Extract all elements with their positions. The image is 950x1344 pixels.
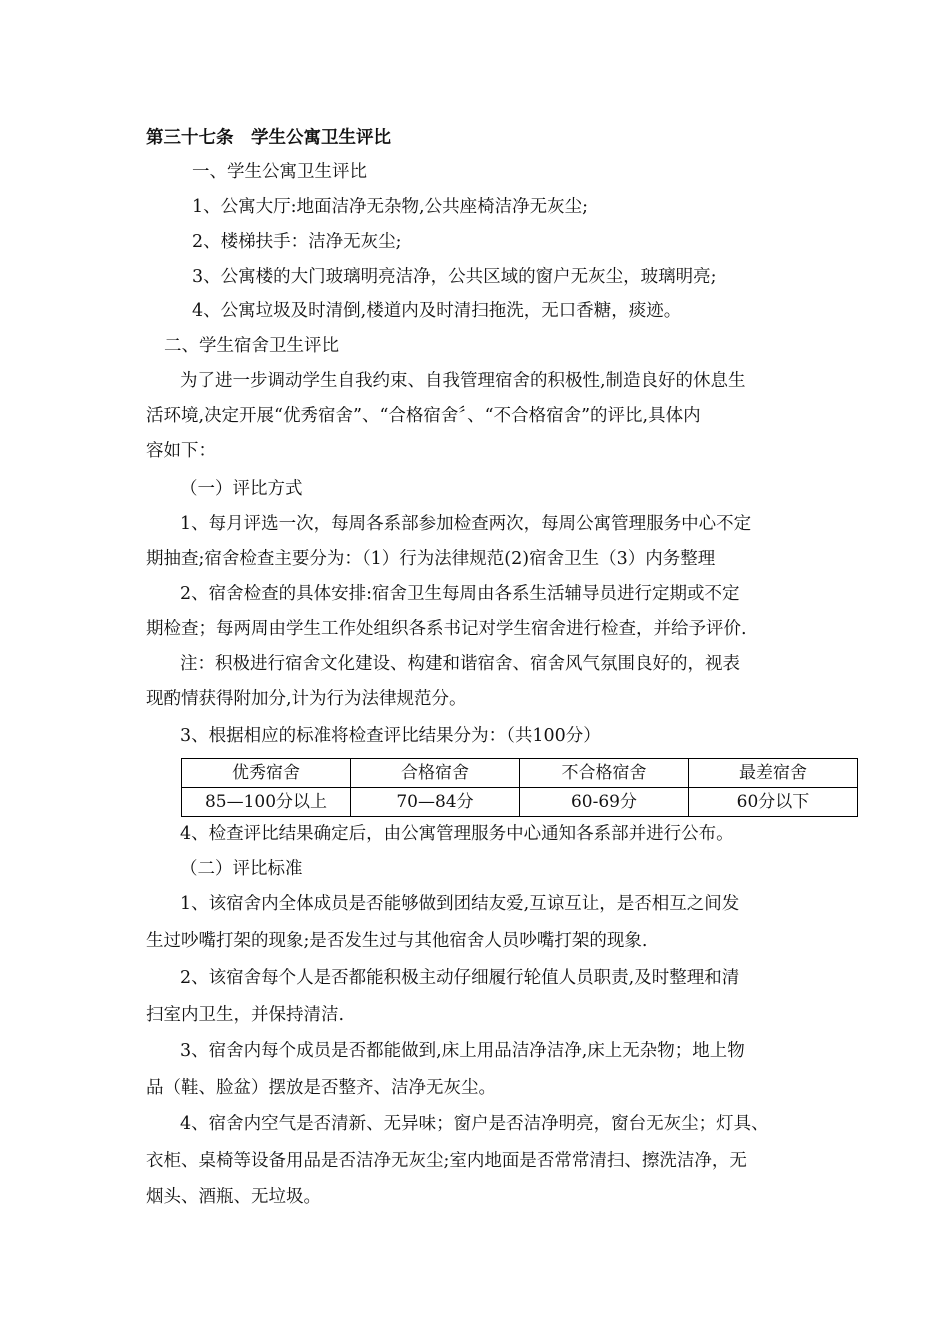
paragraph-line: 容如下： bbox=[146, 441, 216, 461]
paragraph-line: 衣柜、桌椅等设备用品是否洁净无灰尘;室内地面是否常常清扫、擦洗洁净，无 bbox=[146, 1151, 747, 1171]
paragraph-line: 3、根据相应的标准将检查评比结果分为：（共100分） bbox=[180, 726, 601, 746]
table-header-cell: 不合格宿舍 bbox=[520, 759, 689, 788]
table-cell: 85—100分以上 bbox=[182, 788, 351, 817]
sub-heading: （一）评比方式 bbox=[180, 479, 303, 499]
paragraph-line: 1、该宿舍内全体成员是否能够做到团结友爱,互谅互让，是否相互之间发 bbox=[180, 894, 740, 914]
paragraph-line: 活环境,决定开展“优秀宿舍”、“合格宿舍〞、“不合格宿舍”的评比,具体内 bbox=[146, 406, 701, 426]
paragraph-line: 2、楼梯扶手：洁净无灰尘; bbox=[192, 232, 402, 252]
paragraph-line: 3、宿舍内每个成员是否都能做到,床上用品洁净洁净,床上无杂物；地上物 bbox=[180, 1041, 745, 1061]
paragraph-line: 期检查；每两周由学生工作处组织各系书记对学生宿舍进行检查，并给予评价. bbox=[146, 619, 747, 639]
paragraph-line: 品（鞋、脸盆）摆放是否整齐、洁净无灰尘。 bbox=[146, 1078, 496, 1098]
sub-heading: 二、学生宿舍卫生评比 bbox=[164, 336, 339, 356]
table-header-cell: 最差宿舍 bbox=[689, 759, 858, 788]
table-header-cell: 优秀宿舍 bbox=[182, 759, 351, 788]
paragraph-line: 烟头、酒瓶、无垃圾。 bbox=[146, 1187, 321, 1207]
paragraph-line: 4、公寓垃圾及时清倒,楼道内及时清扫拖洗，无口香糖，痰迹。 bbox=[192, 301, 682, 321]
paragraph-line: 1、每月评选一次，每周各系部参加检查两次，每周公寓管理服务中心不定 bbox=[180, 514, 752, 534]
paragraph-line: 期抽查;宿舍检查主要分为：（1）行为法律规范(2)宿舍卫生（3）内务整理 bbox=[146, 549, 716, 569]
table-row bbox=[182, 788, 858, 817]
score-table bbox=[181, 758, 858, 817]
paragraph-line: 生过吵嘴打架的现象;是否发生过与其他宿舍人员吵嘴打架的现象. bbox=[146, 931, 648, 951]
table-cell: 60分以下 bbox=[689, 788, 858, 817]
paragraph-line: 注：积极进行宿舍文化建设、构建和谐宿舍、宿舍风气氛围良好的，视表 bbox=[180, 654, 740, 674]
paragraph-line: 3、公寓楼的大门玻璃明亮洁净，公共区域的窗户无灰尘，玻璃明亮; bbox=[192, 267, 717, 287]
paragraph-line: 2、宿舍检查的具体安排:宿舍卫生每周由各系生活辅导员进行定期或不定 bbox=[180, 584, 740, 604]
sub-heading: （二）评比标准 bbox=[180, 859, 303, 879]
table-header-cell: 合格宿舍 bbox=[351, 759, 520, 788]
paragraph-line: 现酌情获得附加分,计为行为法律规范分。 bbox=[146, 689, 467, 709]
sub-heading: 一、学生公寓卫生评比 bbox=[192, 162, 367, 182]
paragraph-line: 为了进一步调动学生自我约束、自我管理宿舍的积极性,制造良好的休息生 bbox=[180, 371, 746, 391]
table-cell: 60-69分 bbox=[520, 788, 689, 817]
paragraph-line: 4、宿舍内空气是否清新、无异味；窗户是否洁净明亮，窗台无灰尘；灯具、 bbox=[180, 1114, 769, 1134]
paragraph-line: 4、检查评比结果确定后，由公寓管理服务中心通知各系部并进行公布。 bbox=[180, 824, 734, 844]
page-title: 第三十七条 学生公寓卫生评比 bbox=[146, 128, 391, 148]
paragraph-line: 扫室内卫生，并保持清洁. bbox=[146, 1005, 345, 1025]
table-row bbox=[182, 759, 858, 788]
paragraph-line: 1、公寓大厅:地面洁净无杂物,公共座椅洁净无灰尘; bbox=[192, 197, 588, 217]
table-cell: 70—84分 bbox=[351, 788, 520, 817]
paragraph-line: 2、该宿舍每个人是否都能积极主动仔细履行轮值人员职责,及时整理和清 bbox=[180, 968, 740, 988]
